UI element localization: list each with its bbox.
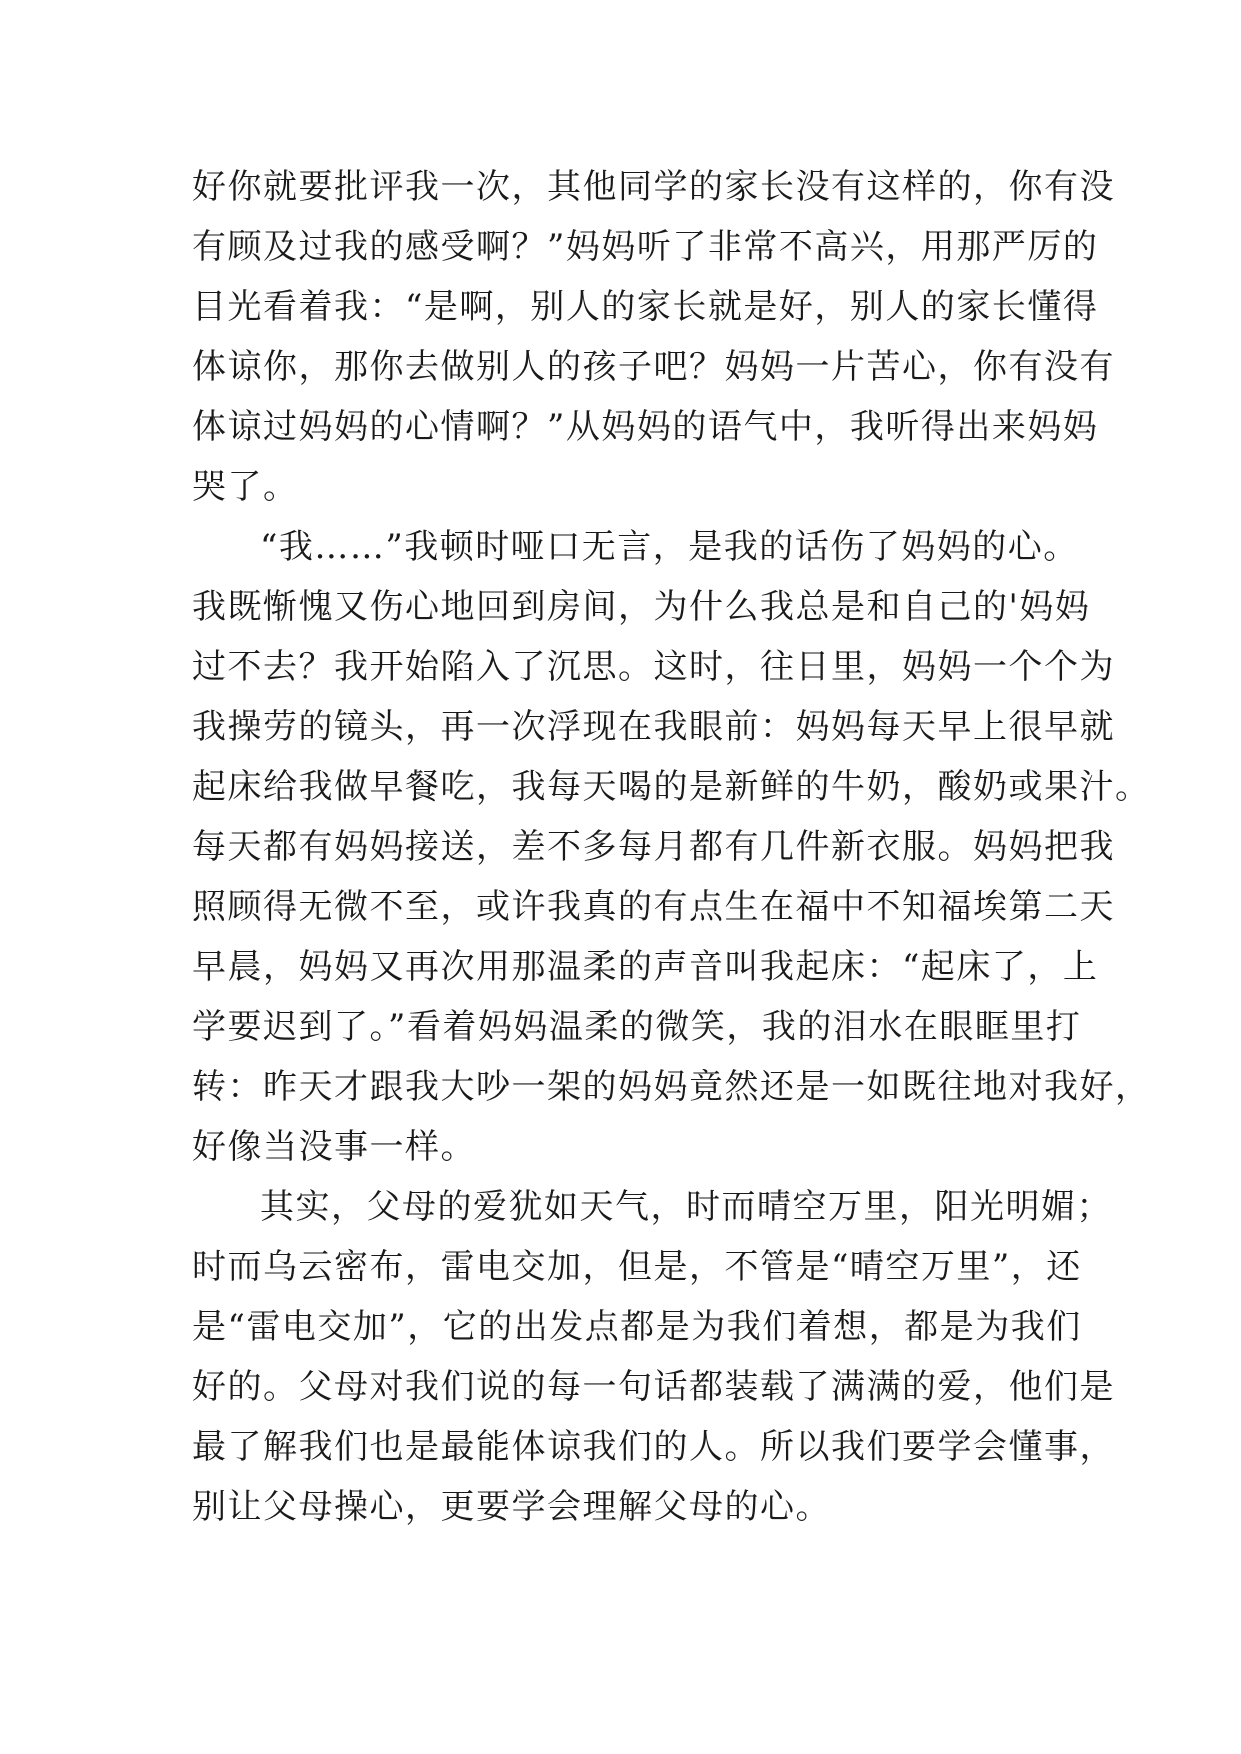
text-line: 别让父母操心，更要学会理解父母的心。 [192,1487,831,1527]
text-line: 最了解我们也是最能体谅我们的人。所以我们要学会懂事， [192,1427,1115,1467]
text-line: 体谅过妈妈的心情啊？”从妈妈的语气中，我听得出来妈妈 [192,407,1099,447]
text-line: 过不去？我开始陷入了沉思。这时，往日里，妈妈一个个为 [192,647,1115,687]
text-line: 好你就要批评我一次，其他同学的家长没有这样的，你有没 [192,167,1115,207]
text-line: 转：昨天才跟我大吵一架的妈妈竟然还是一如既往地对我好， [192,1067,1151,1107]
text-line: 是“雷电交加”，它的出发点都是为我们着想，都是为我们 [192,1307,1082,1347]
text-line: 哭了。 [192,467,299,507]
text-line: 早晨，妈妈又再次用那温柔的声音叫我起床：“起床了，上 [192,947,1099,987]
text-line: 目光看着我：“是啊，别人的家长就是好，别人的家长懂得 [192,287,1099,327]
text-line: 其实，父母的爱犹如天气，时而晴空万里，阳光明媚； [260,1187,1112,1227]
text-line: 每天都有妈妈接送，差不多每月都有几件新衣服。妈妈把我 [192,827,1115,867]
text-line: 起床给我做早餐吃，我每天喝的是新鲜的牛奶，酸奶或果汁。 [192,767,1151,807]
text-line: 我操劳的镜头，再一次浮现在我眼前：妈妈每天早上很早就 [192,707,1115,747]
body-text [192,157,1151,1537]
text-line: 照顾得无微不至，或许我真的有点生在福中不知福埃第二天 [192,887,1115,927]
text-line: 好的。父母对我们说的每一句话都装载了满满的爱，他们是 [192,1367,1115,1407]
text-line: 我既惭愧又伤心地回到房间，为什么我总是和自己的'妈妈 [192,587,1091,627]
text-line: “我……”我顿时哑口无言，是我的话伤了妈妈的心。 [260,527,1079,567]
paragraph-3 [192,1177,1115,1537]
paragraph-1 [192,157,1115,517]
text-line: 体谅你，那你去做别人的孩子吧？妈妈一片苦心，你有没有 [192,347,1115,387]
text-line: 时而乌云密布，雷电交加，但是，不管是“晴空万里”，还 [192,1247,1082,1287]
text-line: 好像当没事一样。 [192,1127,476,1167]
text-line: 有顾及过我的感受啊？”妈妈听了非常不高兴，用那严厉的 [192,227,1099,267]
paragraph-2 [192,517,1151,1177]
text-line: 学要迟到了。”看着妈妈温柔的微笑，我的泪水在眼眶里打 [192,1007,1082,1047]
